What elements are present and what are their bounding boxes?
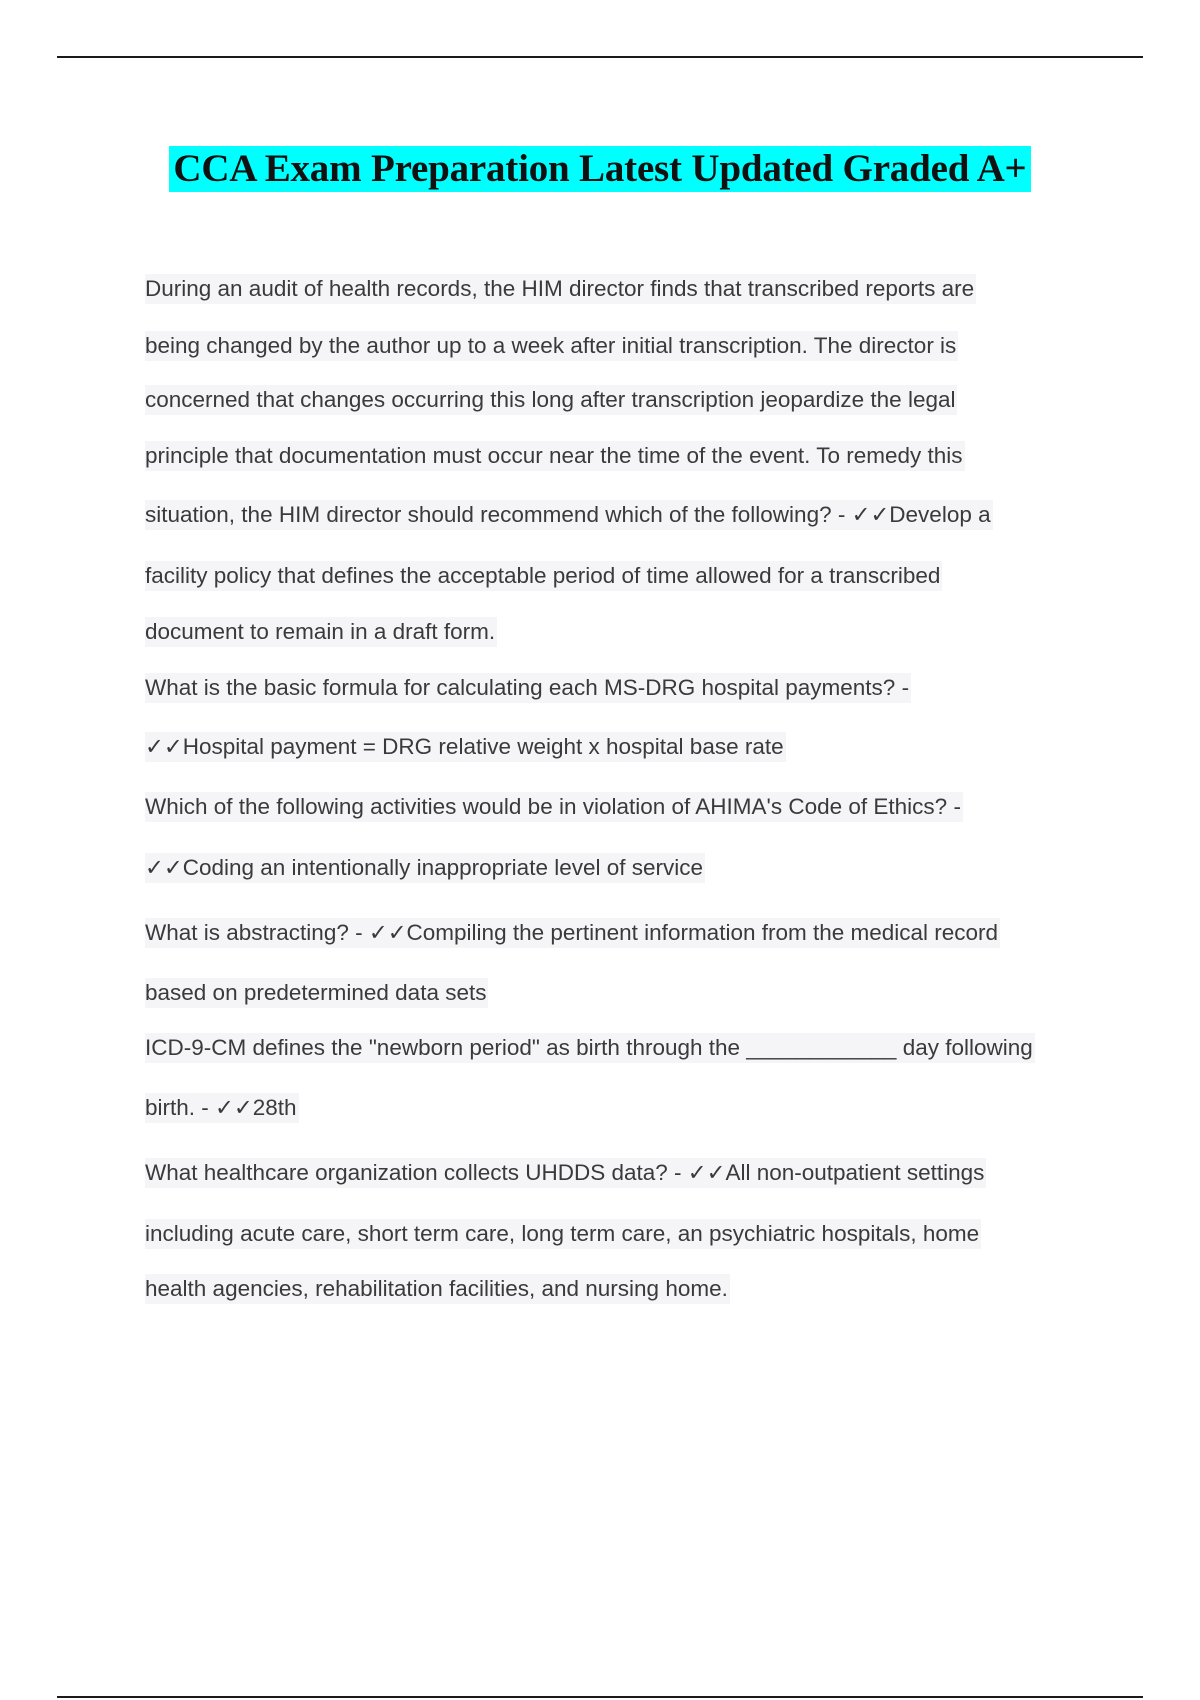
text-line: What is the basic formula for calculating each MS-DRG hospital payments? - bbox=[145, 673, 911, 703]
text-line: document to remain in a draft form. bbox=[145, 617, 497, 647]
text-line: ✓✓Coding an intentionally inappropriate level of service bbox=[145, 853, 705, 883]
text-line: facility policy that defines the acceptable period of time allowed for a transcribed bbox=[145, 561, 942, 591]
text-line: health agencies, rehabilitation facilities, and nursing home. bbox=[145, 1274, 730, 1304]
text-line: During an audit of health records, the HIM director finds that transcribed reports are bbox=[145, 274, 976, 304]
text-line: birth. - ✓✓28th bbox=[145, 1093, 299, 1123]
text-line: principle that documentation must occur near the time of the event. To remedy this bbox=[145, 441, 965, 471]
text-line: Which of the following activities would be in violation of AHIMA's Code of Ethics? - bbox=[145, 792, 963, 822]
footer-rule bbox=[57, 1696, 1143, 1698]
text-line: being changed by the author up to a week after initial transcription. The director is bbox=[145, 331, 958, 361]
text-line: based on predetermined data sets bbox=[145, 978, 488, 1008]
text-line: What is abstracting? - ✓✓Compiling the pertinent information from the medical record bbox=[145, 918, 1000, 948]
text-line: ✓✓Hospital payment = DRG relative weight x hospital base rate bbox=[145, 732, 786, 762]
document-title: CCA Exam Preparation Latest Updated Graded A+ bbox=[169, 146, 1030, 192]
text-line: situation, the HIM director should recommend which of the following? - ✓✓Develop a bbox=[145, 500, 993, 530]
text-line: ICD-9-CM defines the "newborn period" as birth through the ____________ day following bbox=[145, 1033, 1035, 1063]
text-line: What healthcare organization collects UHDDS data? - ✓✓All non-outpatient settings bbox=[145, 1158, 986, 1188]
text-line: concerned that changes occurring this long after transcription jeopardize the legal bbox=[145, 385, 957, 415]
text-line: including acute care, short term care, long term care, an psychiatric hospitals, home bbox=[145, 1219, 981, 1249]
